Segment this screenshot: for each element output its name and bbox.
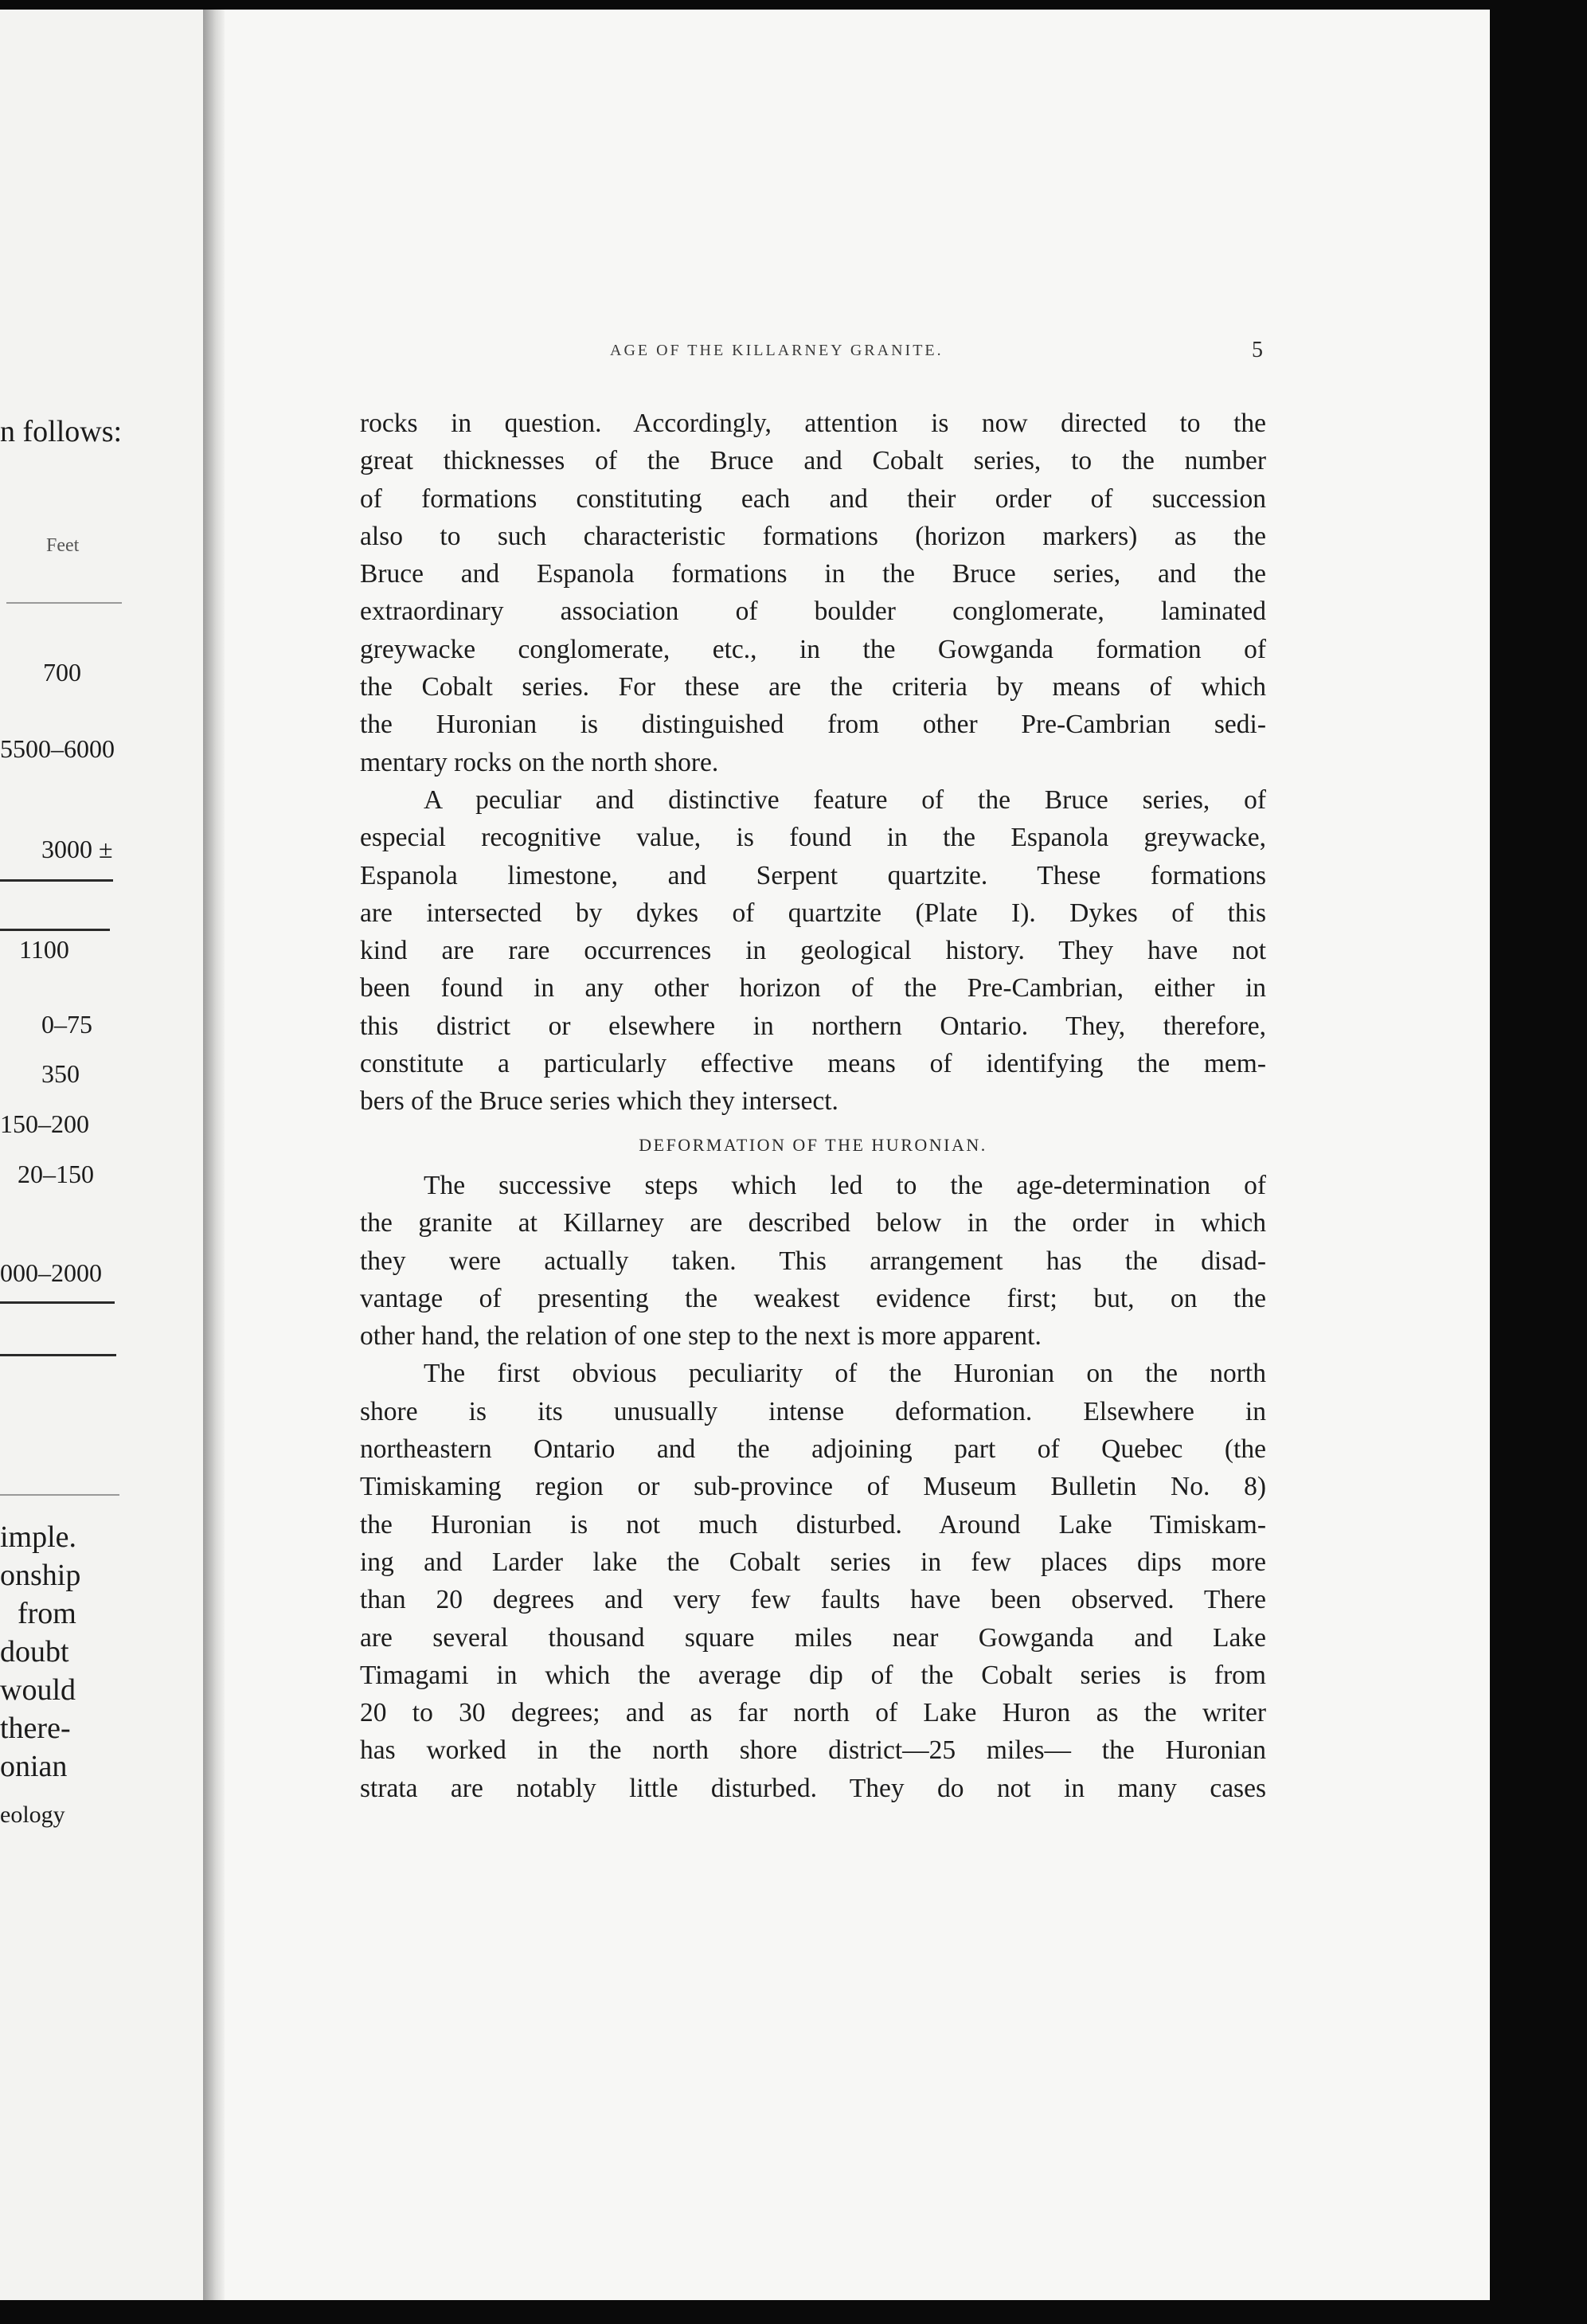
previous-page-fragment (0, 0, 203, 2324)
left-rule (0, 929, 110, 931)
scan-border-bottom (0, 2300, 1587, 2324)
text-line: rocks in question. Accordingly, attention is now directed to the (360, 409, 1266, 438)
text-line: this district or elsewhere in northern Ontario. They, therefore, (360, 1011, 1266, 1041)
text-line: greywacke conglomerate, etc., in the Gowganda formation of (360, 634, 1266, 664)
text-line: strata are notably little disturbed. They do not in many cases (360, 1773, 1266, 1803)
text-line: the granite at Killarney are described below in the order in which (360, 1208, 1266, 1238)
text-line: mentary rocks on the north shore. (360, 747, 719, 777)
body-text (360, 405, 1266, 1807)
text-line: The first obvious peculiarity of the Huronian on the north (424, 1359, 1266, 1389)
text-line: kind are rare occurrences in geological history. They have not (360, 936, 1266, 966)
text-line: the Huronian is not much disturbed. Around Lake Timiskam- (360, 1509, 1266, 1540)
text-line: are several thousand square miles near Gowganda and Lake (360, 1622, 1266, 1653)
left-text-line: imple. (0, 1520, 77, 1554)
text-line: are intersected by dykes of quartzite (Plate I). Dykes of this (360, 898, 1266, 928)
left-text-line: there- (0, 1712, 71, 1745)
left-text-line: onian (0, 1750, 68, 1783)
left-value: 20–150 (18, 1160, 94, 1188)
text-line: 20 to 30 degrees; and as far north of Lake Huron as the writer (360, 1698, 1266, 1728)
section-heading: DEFORMATION OF THE HURONIAN. (639, 1134, 987, 1155)
page-gutter (203, 0, 225, 2324)
left-value: 700 (43, 658, 81, 687)
left-value: 000–2000 (0, 1258, 102, 1287)
left-rule (0, 1354, 116, 1356)
text-line: they were actually taken. This arrangement has the disad- (360, 1246, 1266, 1276)
page-number: 5 (1252, 338, 1263, 362)
text-line: shore is its unusually intense deformation. Elsewhere in (360, 1396, 1266, 1426)
text-line: vantage of presenting the weakest evidence first; but, on the (360, 1283, 1266, 1313)
text-line: Timiskaming region or sub-province of Museum Bulletin No. 8) (360, 1472, 1266, 1502)
left-value: 350 (41, 1059, 80, 1088)
text-line: Bruce and Espanola formations in the Bruce series, and the (360, 559, 1266, 589)
scan-border-right (1490, 0, 1587, 2324)
text-line: A peculiar and distinctive feature of the Bruce series, of (424, 784, 1266, 815)
left-text-line: from (18, 1597, 76, 1630)
left-text-line: doubt (0, 1635, 69, 1669)
text-line: extraordinary association of boulder conglomerate, laminated (360, 597, 1266, 627)
left-value: 150–200 (0, 1109, 89, 1138)
text-line: than 20 degrees and very few faults have been observed. There (360, 1585, 1266, 1615)
left-rule (0, 879, 113, 882)
left-value: 5500–6000 (0, 734, 115, 763)
left-heading-fragment: n follows: (0, 415, 123, 448)
left-text-line: eology (0, 1802, 65, 1828)
text-line: of formations constituting each and their order of succession (360, 483, 1266, 514)
text-line: constitute a particularly effective means of identifying the mem- (360, 1049, 1266, 1079)
left-text-line: would (0, 1673, 76, 1707)
text-line: the Huronian is distinguished from other Pre-Cambrian sedi- (360, 710, 1266, 740)
text-line: other hand, the relation of one step to the next is more apparent. (360, 1321, 1042, 1352)
scan-border-top (0, 0, 1587, 10)
left-column-header: Feet (46, 535, 80, 556)
text-line: also to such characteristic formations (horizon markers) as the (360, 521, 1266, 551)
text-line: been found in any other horizon of the Pre-Cambrian, either in (360, 973, 1266, 1004)
text-line: bers of the Bruce series which they intersect. (360, 1086, 838, 1117)
left-rule (6, 602, 122, 604)
text-line: has worked in the north shore district—25 miles— the Huronian (360, 1735, 1266, 1766)
left-value: 1100 (19, 935, 69, 964)
text-line: northeastern Ontario and the adjoining part of Quebec (the (360, 1434, 1266, 1465)
text-line: Timagami in which the average dip of the Cobalt series is from (360, 1660, 1266, 1690)
text-line: ing and Larder lake the Cobalt series in few places dips more (360, 1547, 1266, 1577)
text-line: The successive steps which led to the age-determination of (424, 1170, 1266, 1200)
left-value: 0–75 (41, 1010, 92, 1039)
text-line: great thicknesses of the Bruce and Cobalt series, to the number (360, 446, 1266, 476)
text-line: Espanola limestone, and Serpent quartzite. These formations (360, 860, 1266, 890)
left-rule (0, 1494, 119, 1496)
left-rule (0, 1301, 115, 1304)
text-line: the Cobalt series. For these are the criteria by means of which (360, 672, 1266, 702)
text-line: especial recognitive value, is found in the Espanola greywacke, (360, 823, 1266, 853)
left-text-line: onship (0, 1559, 81, 1592)
left-value: 3000 ± (41, 835, 113, 863)
running-head: AGE OF THE KILLARNEY GRANITE. (610, 342, 944, 359)
